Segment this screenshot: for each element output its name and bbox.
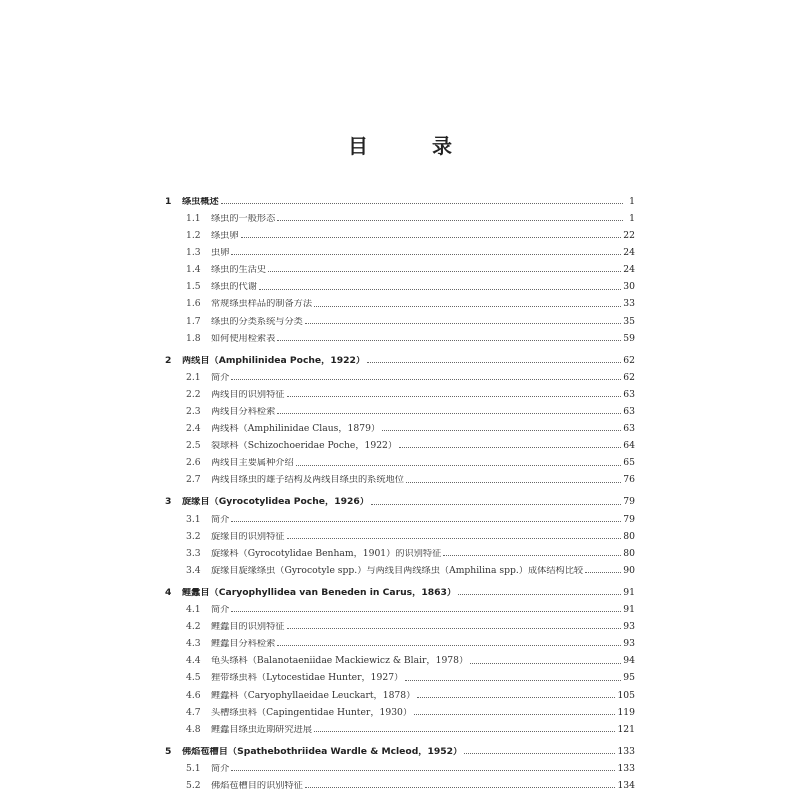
toc-entry-title: 常规绦虫样品的制备方法 bbox=[211, 299, 313, 309]
toc-entry-number: 2.6 bbox=[186, 457, 201, 469]
dotted-leader bbox=[458, 594, 621, 595]
toc-page-number: 121 bbox=[617, 723, 635, 735]
toc-entry-title: 佛焰苞槽目的识别特征 bbox=[211, 780, 303, 791]
dotted-leader bbox=[296, 465, 622, 466]
toc-entry-number: 4.7 bbox=[186, 706, 201, 718]
toc-page-number: 1 bbox=[629, 195, 635, 207]
dotted-leader bbox=[406, 482, 621, 483]
toc-entry-number: 5.1 bbox=[186, 762, 201, 774]
toc-section-entry[interactable] bbox=[165, 206, 635, 223]
toc-section-entry[interactable] bbox=[165, 558, 635, 575]
toc-page-number: 63 bbox=[623, 388, 635, 400]
toc-entry-title: 简介 bbox=[211, 372, 230, 383]
toc-page-number: 63 bbox=[623, 423, 635, 435]
toc-page-number: 80 bbox=[623, 530, 635, 542]
toc-chapter-entry[interactable] bbox=[165, 189, 635, 206]
toc-section-entry[interactable] bbox=[165, 399, 635, 416]
toc-page-number: 59 bbox=[623, 332, 635, 344]
dotted-leader bbox=[277, 220, 623, 221]
toc-section-entry[interactable] bbox=[165, 597, 635, 614]
toc-page-number: 79 bbox=[623, 496, 635, 508]
toc-entry-number: 1.6 bbox=[186, 298, 201, 310]
toc-page-number: 33 bbox=[623, 298, 635, 310]
dotted-leader bbox=[277, 645, 621, 646]
toc-entry-title: 旋缘目旋缘绦虫（Gyrocotyle spp.）与两线目两线绦虫（Amphilina spp.）成体结构比较 bbox=[211, 565, 584, 576]
toc-page-number: 76 bbox=[623, 474, 635, 486]
toc-entry-number: 1.8 bbox=[186, 332, 201, 344]
toc-page-number: 80 bbox=[623, 547, 635, 559]
toc-entry-number: 4.2 bbox=[186, 621, 201, 633]
toc-entry-title: 旋缘目（Gyrocotylidea Poche，1926） bbox=[182, 497, 369, 507]
toc-entry-title: 两线目（Amphilinidea Poche，1922） bbox=[182, 355, 366, 365]
toc-section-entry[interactable] bbox=[165, 326, 635, 343]
toc-entry-title: 龟头绦科（Balanotaeniidae Mackiewicz & Blair，1978） bbox=[211, 656, 469, 666]
dotted-leader bbox=[443, 555, 621, 556]
toc-chapter-entry[interactable] bbox=[165, 348, 635, 365]
dotted-leader bbox=[305, 323, 621, 324]
toc-entry-number: 1.7 bbox=[186, 315, 201, 327]
toc-page-number: 90 bbox=[623, 564, 635, 576]
dotted-leader bbox=[259, 289, 621, 290]
dotted-leader bbox=[231, 770, 615, 771]
toc-entry-number: 2.5 bbox=[186, 440, 201, 452]
toc-entry-title: 旋缘科（Gyrocotylidae Benham，1901）的识别特征 bbox=[211, 548, 442, 558]
toc-page-number: 91 bbox=[623, 604, 635, 616]
toc-page-number: 91 bbox=[623, 586, 635, 598]
toc-chapter-entry[interactable] bbox=[165, 490, 635, 507]
dotted-leader bbox=[231, 521, 621, 522]
toc-section-entry[interactable] bbox=[165, 648, 635, 665]
toc-entry-title: 鲤蠹目（Caryophyllidea van Beneden in Carus，1863） bbox=[182, 587, 457, 598]
toc-page-number: 95 bbox=[623, 672, 635, 684]
toc-page-number: 93 bbox=[623, 621, 635, 633]
toc-page-number: 133 bbox=[617, 745, 635, 757]
dotted-leader bbox=[464, 753, 615, 754]
toc-chapter-entry[interactable] bbox=[165, 580, 635, 597]
toc-entry-number: 2.2 bbox=[186, 388, 201, 400]
toc-entry-title: 头槽绦虫科（Capingentidae Hunter，1930） bbox=[211, 707, 413, 717]
toc-entry-number: 2.3 bbox=[186, 406, 201, 418]
toc-entry-number: 3.2 bbox=[186, 530, 201, 542]
toc-section-entry[interactable] bbox=[165, 507, 635, 524]
toc-entry-number: 4 bbox=[165, 586, 172, 598]
toc-entry-number: 4.6 bbox=[186, 689, 201, 701]
toc-entry-number: 4.1 bbox=[186, 604, 201, 616]
toc-entry-title: 鲤蠹目分科检索 bbox=[211, 639, 276, 649]
toc-section-entry[interactable] bbox=[165, 717, 635, 734]
dotted-leader bbox=[314, 731, 615, 732]
toc-page-number: 63 bbox=[623, 406, 635, 418]
toc-entry-number: 2.1 bbox=[186, 371, 201, 383]
toc-entry-title: 绦虫概述 bbox=[182, 196, 219, 207]
toc-entry-number: 4.5 bbox=[186, 672, 201, 684]
dotted-leader bbox=[241, 237, 622, 238]
toc-page-number: 119 bbox=[617, 706, 635, 718]
dotted-leader bbox=[367, 362, 621, 363]
dotted-leader bbox=[268, 271, 621, 272]
toc-section-entry[interactable] bbox=[165, 223, 635, 240]
toc-entry-number: 1.1 bbox=[186, 212, 201, 224]
toc-entry-title: 两线科（Amphilinidae Claus，1879） bbox=[211, 424, 381, 434]
toc-entry-number: 2.7 bbox=[186, 474, 201, 486]
toc-section-entry[interactable] bbox=[165, 468, 635, 485]
dotted-leader bbox=[314, 306, 621, 307]
dotted-leader bbox=[399, 447, 621, 448]
toc-entry-title: 旋缘目的识别特征 bbox=[211, 531, 285, 541]
toc-page-number: 93 bbox=[623, 638, 635, 650]
toc-page-number: 133 bbox=[617, 762, 635, 774]
toc-section-entry[interactable] bbox=[165, 274, 635, 291]
toc-entry-title: 简介 bbox=[211, 605, 230, 615]
toc-page-number: 24 bbox=[623, 264, 635, 276]
dotted-leader bbox=[371, 504, 621, 505]
toc-section-entry[interactable] bbox=[165, 683, 635, 700]
toc-entry-title: 鲤蠹目绦虫近期研究进展 bbox=[211, 724, 313, 734]
toc-page-number: 65 bbox=[623, 457, 635, 469]
toc-entry-number: 3.3 bbox=[186, 547, 201, 559]
toc-entry-title: 鲤蠹科（Caryophyllaeidae Leuckart，1878） bbox=[211, 690, 416, 700]
toc-entry-number: 1.4 bbox=[186, 264, 201, 276]
toc-section-entry[interactable] bbox=[165, 240, 635, 257]
dotted-leader bbox=[231, 379, 621, 380]
toc-entry-title: 绦虫的生活史 bbox=[211, 265, 267, 275]
toc-entry-number: 1.5 bbox=[186, 281, 201, 293]
toc-entry-number: 1.3 bbox=[186, 247, 201, 259]
toc-section-entry[interactable] bbox=[165, 433, 635, 450]
toc-section-entry[interactable] bbox=[165, 416, 635, 433]
toc-entry-title: 裂球科（Schizochoeridae Poche，1922） bbox=[211, 441, 398, 451]
dotted-leader bbox=[287, 628, 622, 629]
toc-section-entry[interactable] bbox=[165, 365, 635, 382]
toc-page-number: 105 bbox=[617, 689, 635, 701]
toc-entry-number: 4.4 bbox=[186, 655, 201, 667]
toc-entry-title: 绦虫的代谢 bbox=[211, 282, 257, 292]
toc-entry-title: 如何使用检索表 bbox=[211, 333, 276, 343]
dotted-leader bbox=[470, 663, 621, 664]
toc-section-entry[interactable] bbox=[165, 524, 635, 541]
page-title: 目 录 bbox=[348, 134, 474, 158]
dotted-leader bbox=[305, 787, 616, 788]
toc-entry-number: 4.8 bbox=[186, 723, 201, 735]
toc-page-number: 94 bbox=[623, 655, 635, 667]
toc-page-number: 1 bbox=[629, 212, 635, 224]
toc-chapter-entry[interactable] bbox=[165, 739, 635, 756]
toc-entry-number: 2.4 bbox=[186, 423, 201, 435]
toc-entry-number: 3.1 bbox=[186, 513, 201, 525]
toc-entry-number: 1 bbox=[165, 195, 172, 207]
toc-page-number: 22 bbox=[623, 230, 635, 242]
toc-section-entry[interactable] bbox=[165, 450, 635, 467]
toc-entry-title: 佛焰苞槽目（Spathebothriidea Wardle & Mcleod，1952） bbox=[182, 746, 463, 756]
toc-entry-number: 5 bbox=[165, 745, 172, 757]
toc-section-entry[interactable] bbox=[165, 614, 635, 631]
toc-page-number: 62 bbox=[623, 354, 635, 366]
table-of-contents bbox=[165, 189, 635, 790]
toc-entry-title: 绦虫卵 bbox=[211, 231, 239, 241]
dotted-leader bbox=[405, 680, 621, 681]
toc-entry-number: 1.2 bbox=[186, 230, 201, 242]
toc-page-number: 62 bbox=[623, 371, 635, 383]
toc-entry-title: 绦虫的分类系统与分类 bbox=[211, 316, 303, 326]
toc-entry-title: 两线目绦虫的雄子结构及两线目绦虫的系统地位 bbox=[211, 475, 404, 485]
toc-section-entry[interactable] bbox=[165, 666, 635, 683]
dotted-leader bbox=[231, 611, 621, 612]
toc-section-entry[interactable] bbox=[165, 773, 635, 790]
toc-entry-number: 4.3 bbox=[186, 638, 201, 650]
toc-page-number: 24 bbox=[623, 247, 635, 259]
dotted-leader bbox=[414, 714, 615, 715]
toc-entry-title: 狸带绦虫科（Lytocestidae Hunter，1927） bbox=[211, 673, 404, 683]
dotted-leader bbox=[277, 340, 621, 341]
dotted-leader bbox=[585, 572, 621, 573]
toc-section-entry[interactable] bbox=[165, 756, 635, 773]
toc-page-number: 30 bbox=[623, 281, 635, 293]
toc-entry-number: 5.2 bbox=[186, 779, 201, 791]
toc-section-entry[interactable] bbox=[165, 309, 635, 326]
toc-page-number: 35 bbox=[623, 315, 635, 327]
toc-entry-title: 两线目主要属种介绍 bbox=[211, 458, 294, 468]
dotted-leader bbox=[221, 203, 623, 204]
toc-entry-title: 简介 bbox=[211, 514, 230, 524]
toc-entry-number: 3.4 bbox=[186, 564, 201, 576]
dotted-leader bbox=[277, 413, 621, 414]
toc-page-number: 64 bbox=[623, 440, 635, 452]
dotted-leader bbox=[231, 254, 621, 255]
toc-entry-title: 绦虫的一般形态 bbox=[211, 213, 276, 224]
dotted-leader bbox=[382, 430, 621, 431]
toc-page-number: 134 bbox=[617, 779, 635, 791]
toc-entry-title: 鲤蠹目的识别特征 bbox=[211, 622, 285, 632]
toc-entry-title: 两线目的识别特征 bbox=[211, 389, 285, 400]
toc-section-entry[interactable] bbox=[165, 292, 635, 309]
dotted-leader bbox=[287, 396, 622, 397]
toc-entry-title: 简介 bbox=[211, 763, 230, 774]
toc-section-entry[interactable] bbox=[165, 382, 635, 399]
toc-entry-title: 两线目分科检索 bbox=[211, 407, 276, 417]
toc-section-entry[interactable] bbox=[165, 700, 635, 717]
dotted-leader bbox=[417, 697, 615, 698]
toc-section-entry[interactable] bbox=[165, 257, 635, 274]
dotted-leader bbox=[287, 538, 622, 539]
toc-entry-number: 3 bbox=[165, 496, 172, 508]
toc-entry-number: 2 bbox=[165, 354, 172, 366]
toc-entry-title: 虫卵 bbox=[211, 248, 230, 258]
toc-page-number: 79 bbox=[623, 513, 635, 525]
toc-section-entry[interactable] bbox=[165, 631, 635, 648]
toc-section-entry[interactable] bbox=[165, 541, 635, 558]
